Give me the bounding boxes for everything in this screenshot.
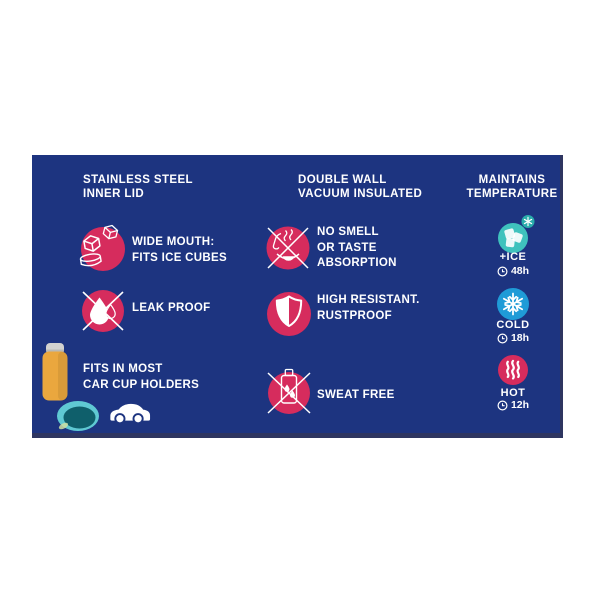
temp-label-cold: COLD (496, 319, 530, 331)
header-line: INNER LID (83, 187, 145, 200)
ice-cubes-icon (76, 220, 132, 276)
no-sweat-icon (261, 359, 317, 421)
no-leak-icon (75, 283, 131, 339)
feature-line: FITS ICE CUBES (132, 252, 227, 264)
feature-line: LEAK PROOF (132, 302, 211, 314)
feature-line: ABSORPTION (317, 257, 397, 269)
clock-icon (497, 400, 508, 411)
heat-waves-icon (491, 348, 535, 392)
temp-duration-ice (463, 265, 563, 277)
feature-line: HIGH RESISTANT. (317, 294, 420, 306)
feature-line: WIDE MOUTH: (132, 236, 215, 248)
car-icon (107, 399, 151, 425)
header-line: STAINLESS STEEL (83, 174, 193, 186)
temp-duration-cold (463, 332, 563, 344)
temp-label-hot: HOT (500, 387, 526, 399)
header-line: TEMPERATURE (466, 187, 558, 200)
feature-rustproof (317, 293, 420, 324)
clock-icon (497, 333, 508, 344)
duration-value: 48h (510, 265, 530, 277)
feature-line: SWEAT FREE (317, 389, 395, 401)
column-header-stainless (83, 174, 193, 201)
clock-icon (497, 266, 508, 277)
header-line: MAINTAINS (478, 174, 546, 186)
feature-line: FITS IN MOST (83, 363, 163, 375)
no-smell-taste-icon (260, 220, 316, 276)
column-header-temperature (451, 174, 573, 201)
feature-sweat-free (317, 387, 395, 403)
feature-line: CAR CUP HOLDERS (83, 379, 200, 391)
duration-value: 12h (510, 399, 530, 411)
feature-line: RUSTPROOF (317, 309, 392, 322)
column-header-double-wall (298, 174, 422, 201)
duration-value: 18h (510, 332, 530, 344)
feature-no-smell (317, 225, 397, 272)
feature-wide-mouth (132, 234, 227, 266)
temp-duration-hot (463, 399, 563, 411)
header-line: DOUBLE WALL (298, 174, 387, 186)
feature-line: NO SMELL (317, 226, 379, 238)
shield-icon (261, 286, 317, 342)
temp-label-ice: +ICE (499, 251, 527, 263)
header-line: VACUUM INSULATED (298, 187, 423, 200)
feature-leak-proof (132, 300, 210, 316)
feature-line: OR TASTE (317, 241, 377, 254)
bottle-in-cup-holder-icon (30, 341, 110, 436)
